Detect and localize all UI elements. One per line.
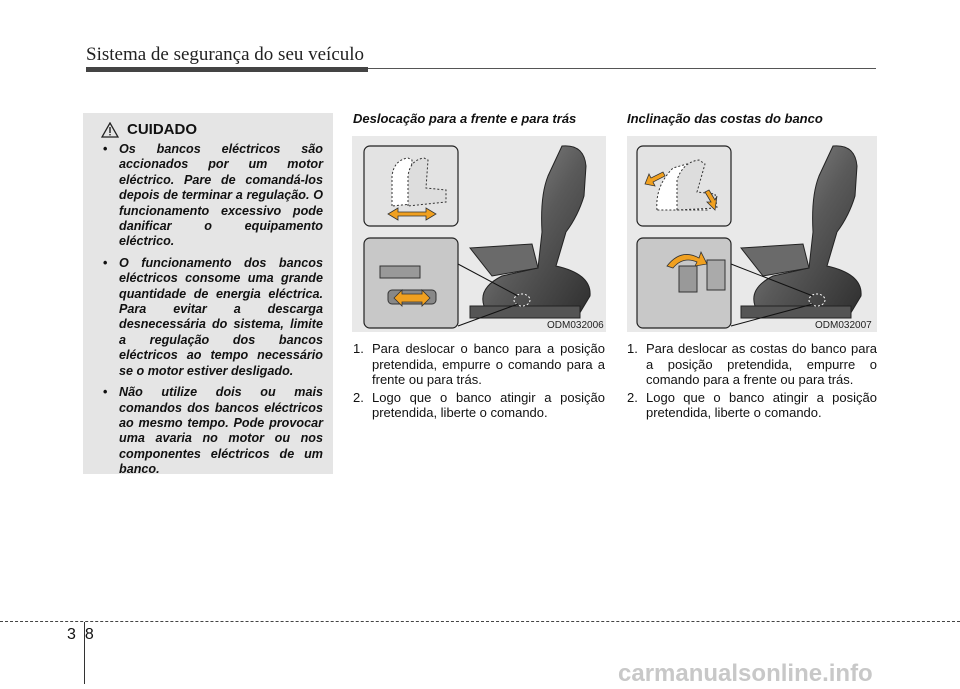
caution-header xyxy=(101,121,323,138)
step-number: 2. xyxy=(627,389,638,405)
warning-triangle-icon xyxy=(101,122,119,138)
section-heading-forward: Deslocação para a frente e para trás xyxy=(353,111,577,126)
seat-recline-figure xyxy=(627,136,877,332)
watermark: carmanualsonline.info xyxy=(618,660,873,687)
caution-item: • Os bancos eléctricos são accionados por um motor eléctrico. Pare de comandá-los depois de terminar a regulação. O funcionamento excessivo pode danificar o equipamento eléctrico. xyxy=(95,142,323,250)
steps-recline xyxy=(627,341,877,423)
caution-list xyxy=(95,142,323,478)
caution-box xyxy=(83,113,333,477)
seat-slide-figure xyxy=(352,136,606,332)
step-item xyxy=(353,341,605,388)
caution-item: • Não utilize dois ou mais comandos dos bancos eléctricos ao mesmo tempo. Pode provocar uma avaria no motor ou nos componentes eléctricos de um banco. xyxy=(95,385,323,477)
step-number: 1. xyxy=(353,341,364,356)
page-number: 38 xyxy=(67,626,103,643)
page-header-title: Sistema de segurança do seu veículo xyxy=(86,44,365,65)
step-number: 1. xyxy=(627,341,638,356)
figure-code: ODM032006 xyxy=(547,320,604,331)
caution-title: CUIDADO xyxy=(127,121,197,138)
step-text: Logo que o banco atingir a posição pretendida, liberte o comando. xyxy=(646,389,877,420)
step-text: Para deslocar o banco para a posição pretendida, empurre o comando para a frente ou para trás. xyxy=(372,341,605,387)
step-item xyxy=(627,390,877,421)
step-text: Para deslocar as costas do banco para a posição pretendida, empurre o comando para a frente ou para trás. xyxy=(646,341,877,387)
steps-forward xyxy=(353,341,605,423)
footer-dashed-rule xyxy=(0,621,960,622)
step-number: 2. xyxy=(353,389,364,405)
step-item xyxy=(353,390,605,421)
seat-illustration xyxy=(627,136,877,332)
header-bar xyxy=(86,67,368,72)
figure-code: ODM032007 xyxy=(815,320,872,331)
seat-illustration xyxy=(352,136,606,332)
step-text: Logo que o banco atingir a posição pretendida, liberte o comando. xyxy=(372,389,605,420)
caution-item: • O funcionamento dos bancos eléctricos consome uma grande quantidade de energia eléctrica. Para evitar a descarga desnecessária do sistema, limite a regulação dos bancos eléctricos ao tempo necessário se o motor estiver desligado. xyxy=(95,256,323,379)
section-heading-recline: Inclinação das costas do banco xyxy=(627,111,823,126)
step-item xyxy=(627,341,877,388)
